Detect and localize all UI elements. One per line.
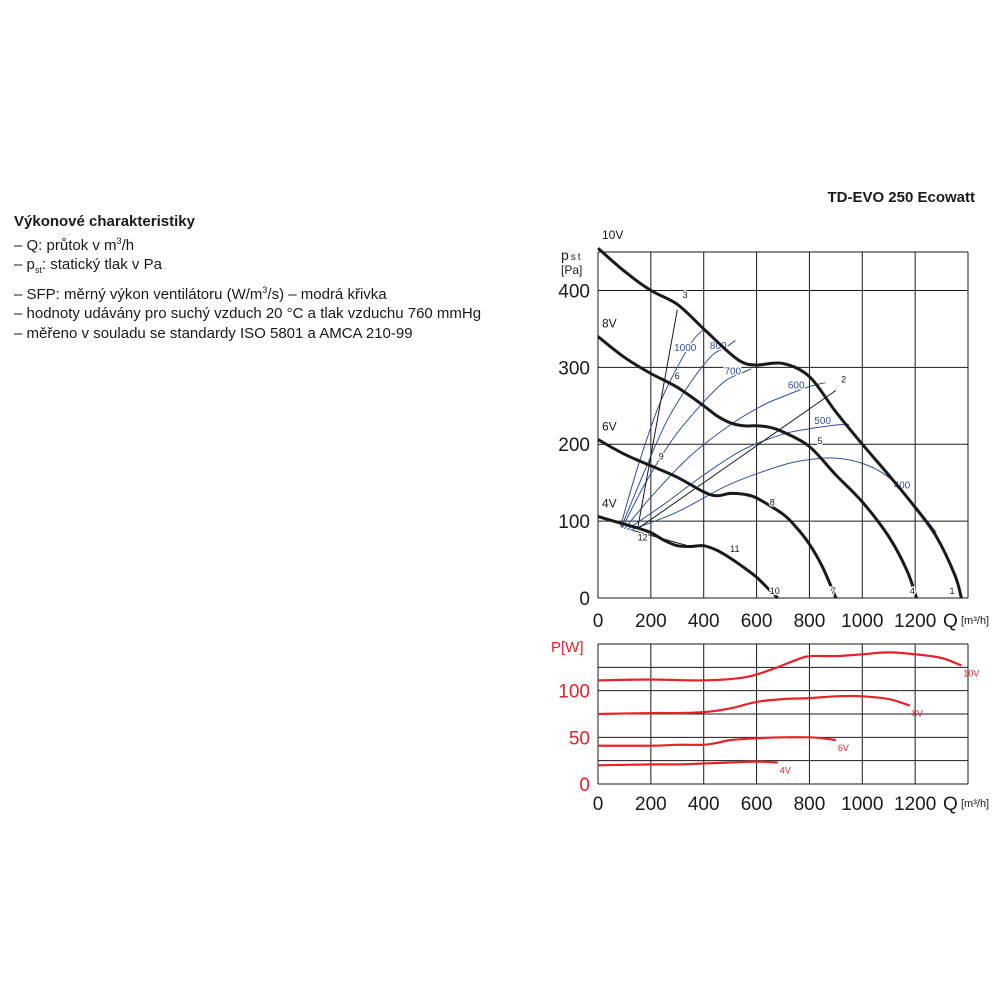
pressure-x-tick-label: 1000 bbox=[841, 611, 884, 632]
power-curve-6V bbox=[598, 737, 836, 746]
point-label: 5 bbox=[817, 436, 823, 447]
model-title: TD-EVO 250 Ecowatt bbox=[827, 189, 975, 206]
point-label: 6 bbox=[674, 370, 680, 381]
sfp-curve-label: 400 bbox=[893, 480, 911, 492]
point-label: 2 bbox=[841, 374, 847, 385]
power-x-unit: [m³/h] bbox=[961, 798, 990, 810]
pressure-series-label: 6V bbox=[602, 419, 617, 434]
power-x-tick-label: 1000 bbox=[841, 794, 884, 815]
pressure-x-tick-label: 0 bbox=[592, 611, 604, 632]
sfp-curve-1000 bbox=[621, 329, 704, 527]
power-x-tick-label: 800 bbox=[793, 794, 826, 815]
power-curve-10V bbox=[598, 652, 961, 680]
power-curve-8V bbox=[598, 696, 910, 714]
pressure-sub: st bbox=[34, 265, 42, 276]
description-heading: Výkonové charakteristiky bbox=[14, 213, 195, 230]
system-curve-1 bbox=[638, 310, 678, 529]
sfp-curve-label: 600 bbox=[787, 380, 805, 392]
pressure-series-label: 4V bbox=[602, 496, 617, 511]
point-label: 9 bbox=[658, 451, 664, 462]
point-label: 8 bbox=[769, 497, 775, 508]
point-label: 10 bbox=[769, 586, 780, 597]
power-y-tick-label: 100 bbox=[558, 681, 590, 703]
power-y-tick-label: 0 bbox=[579, 775, 590, 796]
flow-suffix: /h bbox=[121, 236, 135, 254]
sfp-curve-label: 700 bbox=[724, 366, 742, 378]
sfp-sup: 3 bbox=[262, 284, 268, 295]
pressure-y-tick-label: 100 bbox=[558, 512, 590, 534]
sfp-curve-500 bbox=[627, 424, 849, 529]
power-x-tick-label: 400 bbox=[687, 794, 720, 815]
power-y-axis-label: P[W] bbox=[551, 639, 584, 656]
point-label: 4 bbox=[909, 586, 915, 597]
description-line-standards: – měřeno v souladu se standardy ISO 5801 a AMCA 210-99 bbox=[14, 324, 413, 342]
pressure-prefix: – p bbox=[14, 256, 35, 274]
power-series-label: 8V bbox=[911, 708, 923, 719]
pressure-series-label: 10V bbox=[602, 228, 624, 243]
sfp-curve-label: 500 bbox=[814, 415, 831, 427]
pressure-x-tick-label: 400 bbox=[687, 611, 720, 632]
pressure-y-axis-sub: st bbox=[570, 252, 583, 263]
pressure-y-tick-label: 400 bbox=[558, 281, 590, 303]
power-x-tick-label: 600 bbox=[740, 794, 773, 815]
pressure-y-tick-label: 200 bbox=[558, 435, 590, 457]
power-curve-4V bbox=[598, 762, 778, 766]
description-line-conditions: – hodnoty udávány pro suchý vzduch 20 °C a tlak vzduchu 760 mmHg bbox=[14, 305, 482, 323]
pressure-curve-6V bbox=[598, 440, 836, 598]
sfp-curve-label: 800 bbox=[709, 340, 727, 352]
pressure-y-tick-label: 300 bbox=[558, 358, 590, 380]
power-x-axis-label: Q bbox=[943, 794, 958, 815]
power-series-label: 10V bbox=[963, 668, 980, 679]
pressure-x-axis-label: Q bbox=[943, 611, 958, 632]
point-label: 7 bbox=[830, 586, 836, 597]
flow-sup: 3 bbox=[116, 235, 122, 246]
sfp-curve-label: 1000 bbox=[674, 342, 697, 354]
point-label: 3 bbox=[682, 290, 688, 301]
pressure-x-tick-label: 1200 bbox=[894, 611, 937, 632]
pressure-x-unit: [m³/h] bbox=[961, 615, 990, 627]
power-series-label: 6V bbox=[837, 743, 849, 754]
point-label: 12 bbox=[637, 532, 648, 543]
power-x-tick-label: 0 bbox=[592, 794, 604, 815]
sfp-curve-600 bbox=[624, 380, 825, 529]
pressure-x-tick-label: 200 bbox=[635, 611, 667, 632]
point-label: 11 bbox=[730, 543, 740, 554]
power-y-tick-label: 50 bbox=[568, 728, 590, 750]
pressure-suffix: : statický tlak v Pa bbox=[41, 256, 162, 274]
flow-prefix: – Q: průtok v m bbox=[14, 236, 117, 254]
pressure-series-label: 8V bbox=[602, 316, 617, 331]
power-x-tick-label: 1200 bbox=[894, 794, 937, 815]
power-series-label: 4V bbox=[779, 765, 791, 776]
pressure-y-axis-label: p st bbox=[561, 247, 583, 263]
sfp-prefix: – SFP: měrný výkon ventilátoru (W/m bbox=[14, 285, 263, 303]
sfp-suffix: /s) – modrá křivka bbox=[267, 285, 387, 303]
pressure-x-tick-label: 600 bbox=[740, 611, 773, 632]
pressure-y-unit: [Pa] bbox=[561, 263, 583, 277]
power-x-tick-label: 200 bbox=[635, 794, 667, 815]
pressure-y-tick-label: 0 bbox=[579, 589, 590, 610]
pressure-x-tick-label: 800 bbox=[793, 611, 826, 632]
point-label: 1 bbox=[949, 586, 955, 597]
